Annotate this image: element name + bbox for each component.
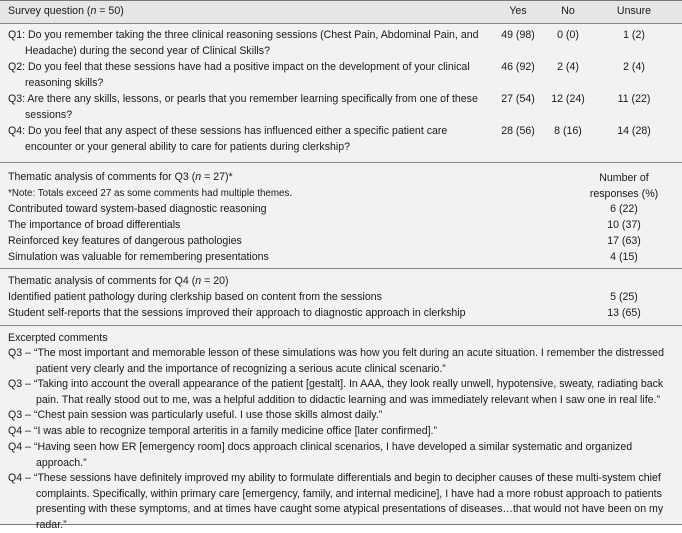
comment-item: Q3 – “Taking into account the overall appearance of the patient [gestalt]. In AAA, they look really unwell, hypotensive, sweaty, radiating back pain. That really stood out to me, was a helpful addition to didactic learning and was immediately relevant when I saw one in real life.”	[8, 378, 664, 406]
question-3-unsure: 11 (22)	[617, 93, 651, 105]
q3-theme-1-label: Contributed toward system-based diagnostic reasoning	[8, 203, 267, 215]
q3-theme-2-label: The importance of broad differentials	[8, 219, 181, 231]
q4-theme-2-label: Student self-reports that the sessions improved their approach to diagnostic approach in clerkship	[8, 307, 466, 319]
q3-analysis-title: Thematic analysis of comments for Q3 (n = 27)*	[8, 171, 233, 183]
question-1-text: Q1: Do you remember taking the three clinical reasoning sessions (Chest Pain, Abdominal Pain, and Headache) during the second year of Clinical Skills?	[8, 29, 479, 57]
q3-theme-4-label: Simulation was valuable for remembering presentations	[8, 251, 269, 263]
excerpts-title: Excerpted comments	[8, 332, 108, 344]
question-2-yes: 46 (92)	[501, 61, 535, 73]
header-unsure: Unsure	[616, 5, 652, 17]
header-yes: Yes	[509, 5, 527, 17]
comment-item: Q3 – “Chest pain session was particularly useful. I use those skills almost daily.”	[8, 409, 383, 421]
section-divider	[0, 268, 682, 269]
question-2-unsure: 2 (4)	[623, 61, 645, 73]
q4-theme-2-count: 13 (65)	[607, 307, 641, 319]
question-4-yes: 28 (56)	[501, 125, 535, 137]
section-divider	[0, 325, 682, 326]
question-3-text: Q3: Are there any skills, lessons, or pearls that you remember learning specifically from one of these sessions?	[8, 93, 478, 121]
question-1-unsure: 1 (2)	[623, 29, 645, 41]
comment-item: Q4 – “I was able to recognize temporal arteritis in a family medicine office [later confirmed].”	[8, 425, 438, 437]
question-3-yes: 27 (54)	[501, 93, 535, 105]
q3-theme-2-count: 10 (37)	[607, 219, 641, 231]
q4-theme-1-count: 5 (25)	[610, 291, 638, 303]
q3-theme-1-count: 6 (22)	[610, 203, 638, 215]
header-divider	[0, 23, 682, 24]
count-column-header: Number of responses (%)	[589, 172, 659, 200]
question-2-text: Q2: Do you feel that these sessions have had a positive impact on the development of your clinical reasoning skills?	[8, 61, 470, 89]
question-1-no: 0 (0)	[557, 29, 579, 41]
q4-analysis-title: Thematic analysis of comments for Q4 (n = 20)	[8, 275, 229, 287]
question-4-no: 8 (16)	[554, 125, 582, 137]
q4-theme-1-label: Identified patient pathology during clerkship based on content from the sessions	[8, 291, 382, 303]
question-1-yes: 49 (98)	[501, 29, 535, 41]
section-divider	[0, 162, 682, 163]
comment-item: Q4 – “Having seen how ER [emergency room] docs approach clinical scenarios, I have developed a similar systematic and organized approach.”	[8, 441, 633, 469]
comment-item: Q3 – “The most important and memorable lesson of these simulations was how you felt during an acute situation. I remember the distressed patient very clearly and the importance of recognizing a serious acute clinical scenario.”	[8, 347, 664, 375]
q3-theme-3-count: 17 (63)	[607, 235, 641, 247]
q3-theme-4-count: 4 (15)	[610, 251, 638, 263]
question-4-unsure: 14 (28)	[617, 125, 651, 137]
question-4-text: Q4: Do you feel that any aspect of these sessions has influenced either a specific patient care encounter or your general ability to care for patients during clerkship?	[8, 125, 448, 153]
header-question-label: Survey question (n = 50)	[8, 5, 124, 17]
q3-note-text: *Note: Totals exceed 27 as some comments had multiple themes.	[8, 188, 293, 199]
question-3-no: 12 (24)	[551, 93, 585, 105]
comment-item: Q4 – “These sessions have definitely improved my ability to formulate differentials and begin to decipher causes of these multi-system chief complaints. Specifically, within primary care [emergency, family, and internal medicine], I have had a more robust approach to patients presenting with these symptoms, and at times have caught some atypical presentations of diseases…that would not have been on my radar.”	[8, 472, 664, 531]
header-no: No	[561, 5, 575, 17]
question-2-no: 2 (4)	[557, 61, 579, 73]
q3-theme-3-label: Reinforced key features of dangerous pathologies	[8, 235, 242, 247]
